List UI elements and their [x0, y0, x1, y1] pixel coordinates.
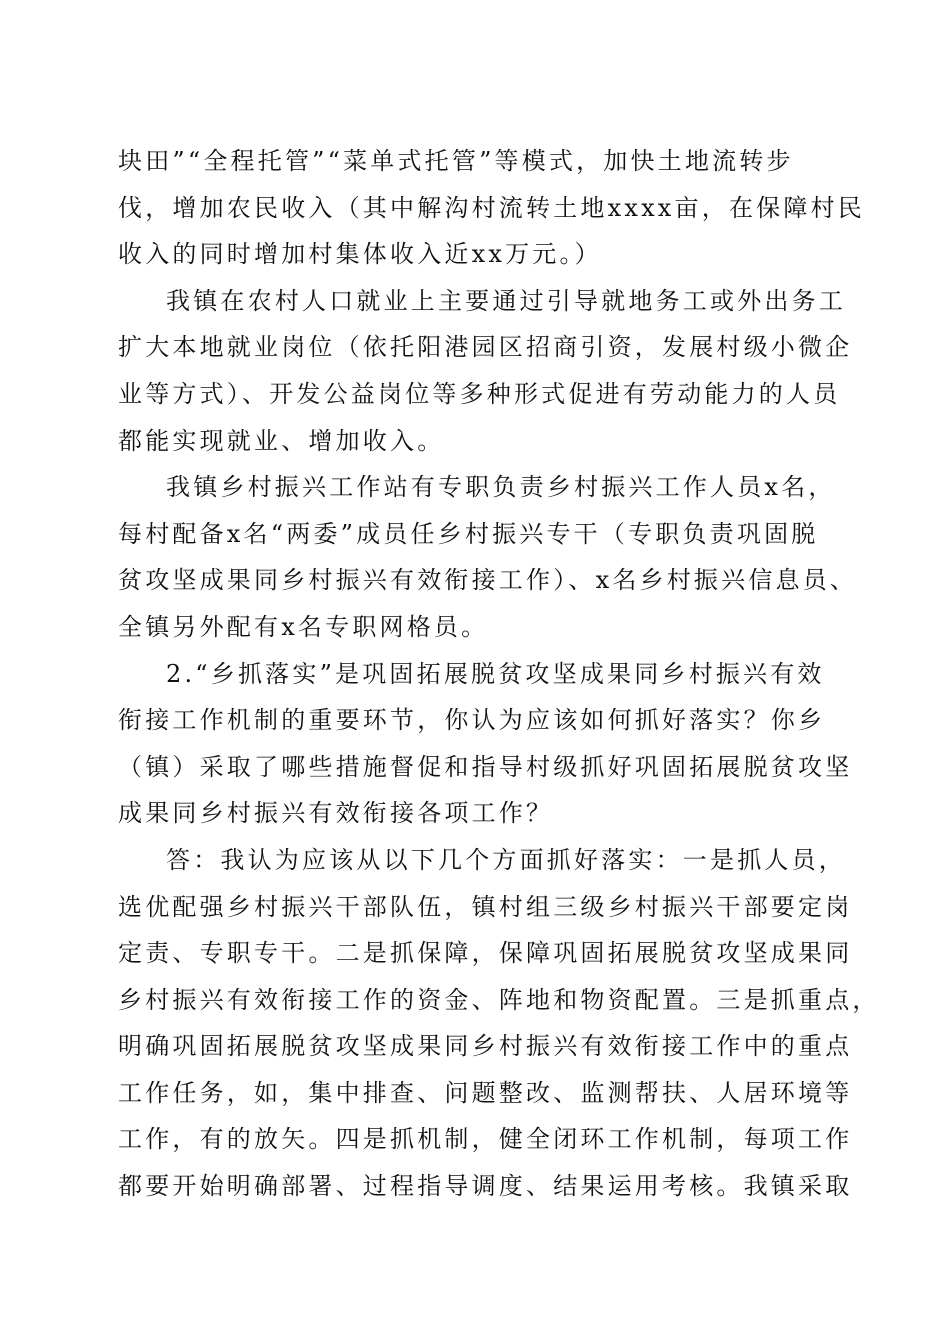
- text-line: 工作，有的放矢。四是抓机制，健全闭环工作机制，每项工作: [118, 1125, 853, 1154]
- paragraph-land-transfer: [118, 138, 865, 278]
- text-line: 2.“乡抓落实”是巩固拓展脱贫攻坚成果同乡村振兴有效: [166, 659, 825, 688]
- text-line: 我镇乡村振兴工作站有专职负责乡村振兴工作人员x名，: [166, 473, 836, 502]
- text-line: 乡村振兴有效衔接工作的资金、阵地和物资配置。三是抓重点，: [118, 985, 880, 1014]
- document-body: [118, 138, 880, 1210]
- text-line: 答：我认为应该从以下几个方面抓好落实：一是抓人员，: [166, 845, 846, 874]
- text-line: 贫攻坚成果同乡村振兴有效衔接工作）、x名乡村振兴信息员、: [118, 566, 858, 595]
- text-line: 衔接工作机制的重要环节，你认为应该如何抓好落实？你乡: [118, 706, 826, 735]
- paragraph-question-2: [118, 651, 853, 837]
- text-line: 都要开始明确部署、过程指导调度、结果运用考核。我镇采取: [118, 1172, 853, 1201]
- text-line: 成果同乡村振兴有效衔接各项工作？: [118, 799, 554, 828]
- text-line: 业等方式）、开发公益岗位等多种形式促进有劳动能力的人员: [118, 379, 841, 408]
- text-line: 工作任务，如，集中排查、问题整改、监测帮扶、人居环境等: [118, 1078, 853, 1107]
- paragraph-employment: [118, 278, 853, 464]
- paragraph-answer-2: [118, 837, 880, 1210]
- text-line: （镇）采取了哪些措施督促和指导村级抓好巩固拓展脱贫攻坚: [118, 752, 853, 781]
- text-line: 收入的同时增加村集体收入近xx万元。）: [118, 240, 602, 269]
- text-line: 全镇另外配有x名专职网格员。: [118, 612, 489, 641]
- paragraph-staffing: [118, 464, 858, 650]
- text-line: 明确巩固拓展脱贫攻坚成果同乡村振兴有效衔接工作中的重点: [118, 1032, 853, 1061]
- text-line: 都能实现就业、增加收入。: [118, 426, 445, 455]
- text-line: 每村配备x名“两委”成员任乡村振兴专干（专职负责巩固脱: [118, 519, 819, 548]
- text-line: 我镇在农村人口就业上主要通过引导就地务工或外出务工: [166, 286, 846, 315]
- text-line: 伐，增加农民收入（其中解沟村流转土地xxxx亩，在保障村民: [118, 193, 865, 222]
- text-line: 定责、专职专干。二是抓保障，保障巩固拓展脱贫攻坚成果同: [118, 939, 853, 968]
- text-line: 选优配强乡村振兴干部队伍，镇村组三级乡村振兴干部要定岗: [118, 892, 853, 921]
- text-line: 块田”“全程托管”“菜单式托管”等模式，加快土地流转步: [118, 147, 794, 175]
- text-line: 扩大本地就业岗位（依托阳港园区招商引资，发展村级小微企: [118, 333, 853, 362]
